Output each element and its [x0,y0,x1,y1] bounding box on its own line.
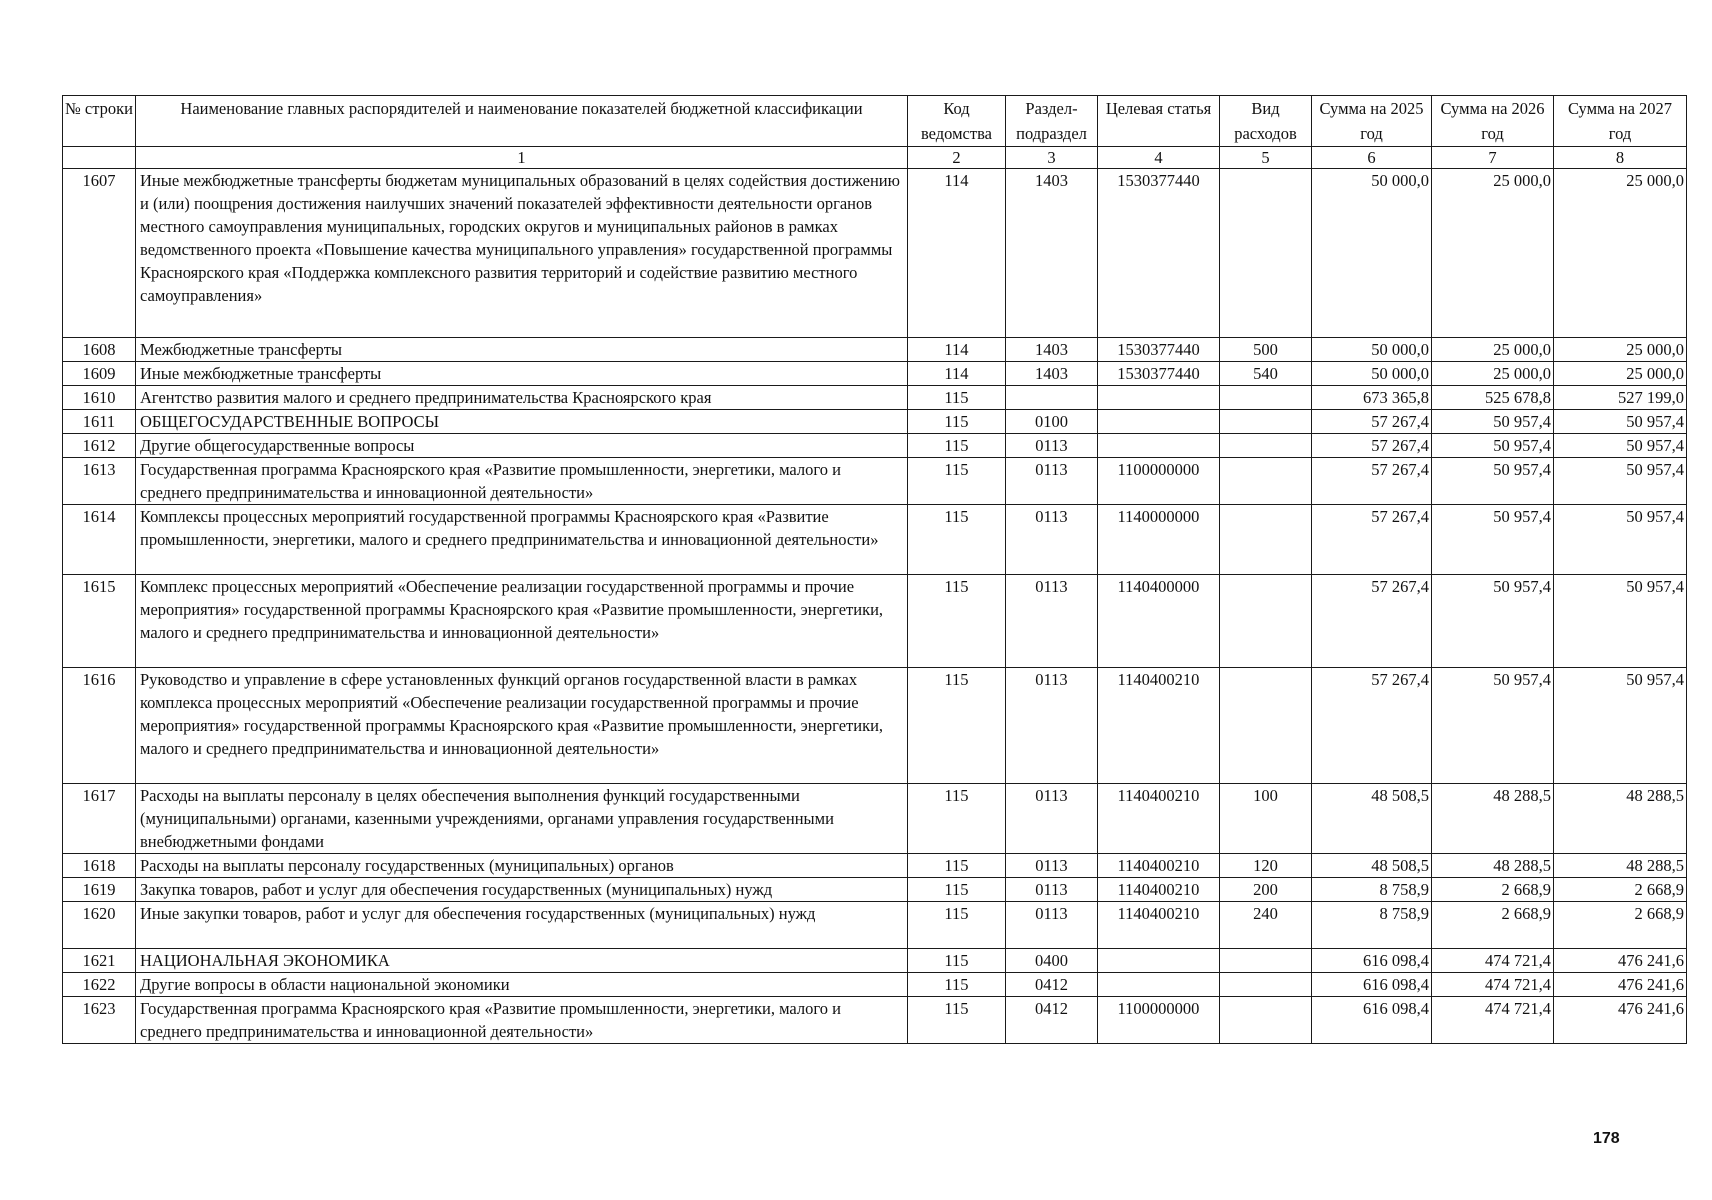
row-target-article: 1140400210 [1098,902,1220,949]
row-sum-2026: 48 288,5 [1432,854,1554,878]
row-target-article [1098,949,1220,973]
budget-table [62,95,1687,1044]
row-dept-code: 115 [908,997,1006,1044]
row-number: 1617 [63,784,136,854]
row-name: ОБЩЕГОСУДАРСТВЕННЫЕ ВОПРОСЫ [136,410,908,434]
row-sum-2027: 476 241,6 [1554,973,1687,997]
row-dept-code: 115 [908,973,1006,997]
row-dept-code: 115 [908,410,1006,434]
row-sum-2027: 50 957,4 [1554,668,1687,784]
row-expense-type: 120 [1220,854,1312,878]
column-number [63,147,136,169]
row-number: 1608 [63,338,136,362]
row-name: Межбюджетные трансферты [136,338,908,362]
table-row [63,575,1687,668]
row-expense-type [1220,169,1312,338]
row-sum-2025: 48 508,5 [1312,854,1432,878]
row-sum-2025: 50 000,0 [1312,169,1432,338]
row-name: Расходы на выплаты персоналу государственных (муниципальных) органов [136,854,908,878]
header-section: Раздел-подраздел [1006,96,1098,147]
row-target-article [1098,973,1220,997]
row-target-article [1098,386,1220,410]
row-name: Расходы на выплаты персоналу в целях обеспечения выполнения функций государственными (муниципальными) органами, казенными учреждениями, органами управления государственными внебюджетными фондами [136,784,908,854]
row-section: 0113 [1006,784,1098,854]
row-number: 1615 [63,575,136,668]
row-number: 1613 [63,458,136,505]
row-sum-2027: 2 668,9 [1554,902,1687,949]
row-sum-2026: 50 957,4 [1432,410,1554,434]
row-dept-code: 115 [908,458,1006,505]
row-sum-2026: 50 957,4 [1432,575,1554,668]
row-sum-2026: 2 668,9 [1432,902,1554,949]
row-target-article: 1140400210 [1098,668,1220,784]
row-name: Руководство и управление в сфере установленных функций органов государственной власти в рамках комплекса процессных мероприятий «Обеспечение реализации государственной программы и прочие мероприятия» государственной программы Красноярского края «Развитие промышленности, энергетики, малого и среднего предпринимательства и инновационной деятельности» [136,668,908,784]
row-number: 1607 [63,169,136,338]
row-sum-2026: 474 721,4 [1432,949,1554,973]
row-dept-code: 115 [908,505,1006,575]
table-row [63,362,1687,386]
row-sum-2025: 8 758,9 [1312,902,1432,949]
row-sum-2027: 476 241,6 [1554,997,1687,1044]
row-name: Иные закупки товаров, работ и услуг для обеспечения государственных (муниципальных) нужд [136,902,908,949]
table-row [63,997,1687,1044]
row-target-article [1098,410,1220,434]
table-row [63,434,1687,458]
row-section: 0113 [1006,458,1098,505]
column-number: 5 [1220,147,1312,169]
row-sum-2027: 2 668,9 [1554,878,1687,902]
row-number: 1621 [63,949,136,973]
row-expense-type [1220,997,1312,1044]
table-row [63,386,1687,410]
row-target-article: 1530377440 [1098,362,1220,386]
row-sum-2027: 50 957,4 [1554,434,1687,458]
row-number: 1609 [63,362,136,386]
row-dept-code: 115 [908,949,1006,973]
row-dept-code: 115 [908,784,1006,854]
row-name: Иные межбюджетные трансферты бюджетам муниципальных образований в целях содействия достижению и (или) поощрения достижения наилучших значений показателей эффективности деятельности органов местного самоуправления муниципальных, городских округов и муниципальных районов в рамках ведомственного проекта «Повышение качества муниципального управления» государственной программы Красноярского края «Поддержка комплексного развития территорий и содействие развитию местного самоуправления» [136,169,908,338]
row-dept-code: 115 [908,902,1006,949]
row-number: 1611 [63,410,136,434]
row-number: 1620 [63,902,136,949]
row-name: Другие вопросы в области национальной экономики [136,973,908,997]
row-sum-2027: 48 288,5 [1554,784,1687,854]
row-sum-2025: 57 267,4 [1312,434,1432,458]
row-name: Иные межбюджетные трансферты [136,362,908,386]
row-expense-type: 100 [1220,784,1312,854]
table-row [63,458,1687,505]
row-target-article: 1140400000 [1098,575,1220,668]
row-sum-2025: 57 267,4 [1312,458,1432,505]
row-expense-type [1220,949,1312,973]
table-row [63,169,1687,338]
row-sum-2027: 50 957,4 [1554,410,1687,434]
column-number: 1 [136,147,908,169]
row-section: 1403 [1006,362,1098,386]
row-name: Государственная программа Красноярского края «Развитие промышленности, энергетики, малого и среднего предпринимательства и инновационной деятельности» [136,458,908,505]
row-sum-2025: 616 098,4 [1312,997,1432,1044]
row-section: 1403 [1006,169,1098,338]
row-target-article: 1530377440 [1098,338,1220,362]
row-expense-type [1220,505,1312,575]
row-expense-type [1220,668,1312,784]
row-target-article: 1140400210 [1098,878,1220,902]
row-sum-2026: 25 000,0 [1432,169,1554,338]
row-section: 0412 [1006,997,1098,1044]
row-name: Государственная программа Красноярского края «Развитие промышленности, энергетики, малого и среднего предпринимательства и инновационной деятельности» [136,997,908,1044]
table-row [63,505,1687,575]
row-dept-code: 115 [908,575,1006,668]
column-number: 8 [1554,147,1687,169]
row-name: Другие общегосударственные вопросы [136,434,908,458]
row-sum-2027: 527 199,0 [1554,386,1687,410]
row-sum-2025: 616 098,4 [1312,949,1432,973]
row-sum-2026: 50 957,4 [1432,434,1554,458]
row-sum-2025: 8 758,9 [1312,878,1432,902]
table-row [63,784,1687,854]
row-section: 1403 [1006,338,1098,362]
header-row-number: № строки [63,96,136,147]
row-name: Агентство развития малого и среднего предпринимательства Красноярского края [136,386,908,410]
row-sum-2026: 25 000,0 [1432,362,1554,386]
column-number: 6 [1312,147,1432,169]
column-number: 2 [908,147,1006,169]
table-row [63,973,1687,997]
column-number: 3 [1006,147,1098,169]
table-header-row [63,96,1687,147]
table-row [63,854,1687,878]
row-number: 1612 [63,434,136,458]
row-sum-2027: 25 000,0 [1554,338,1687,362]
row-number: 1619 [63,878,136,902]
row-name: НАЦИОНАЛЬНАЯ ЭКОНОМИКА [136,949,908,973]
header-target-article: Целевая статья [1098,96,1220,147]
row-dept-code: 115 [908,434,1006,458]
table-row [63,949,1687,973]
row-dept-code: 115 [908,668,1006,784]
row-sum-2025: 48 508,5 [1312,784,1432,854]
row-sum-2025: 57 267,4 [1312,575,1432,668]
header-sum-2025: Сумма на 2025 год [1312,96,1432,147]
row-sum-2026: 474 721,4 [1432,973,1554,997]
row-dept-code: 115 [908,386,1006,410]
row-sum-2025: 673 365,8 [1312,386,1432,410]
row-section: 0113 [1006,434,1098,458]
row-section: 0113 [1006,854,1098,878]
row-number: 1622 [63,973,136,997]
row-name: Комплексы процессных мероприятий государственной программы Красноярского края «Развитие промышленности, энергетики, малого и среднего предпринимательства и инновационной деятельности» [136,505,908,575]
row-section: 0100 [1006,410,1098,434]
row-section: 0113 [1006,878,1098,902]
row-sum-2027: 50 957,4 [1554,458,1687,505]
row-sum-2025: 50 000,0 [1312,362,1432,386]
row-sum-2025: 616 098,4 [1312,973,1432,997]
row-expense-type: 200 [1220,878,1312,902]
table-row [63,878,1687,902]
page-number: 178 [1593,1130,1620,1147]
row-expense-type: 500 [1220,338,1312,362]
row-dept-code: 115 [908,854,1006,878]
row-sum-2027: 48 288,5 [1554,854,1687,878]
table-row [63,902,1687,949]
row-target-article: 1530377440 [1098,169,1220,338]
column-number-row [63,147,1687,169]
header-sum-2026: Сумма на 2026 год [1432,96,1554,147]
row-target-article: 1100000000 [1098,458,1220,505]
header-name: Наименование главных распорядителей и наименование показателей бюджетной классификации [136,96,908,147]
row-expense-type [1220,434,1312,458]
row-sum-2025: 50 000,0 [1312,338,1432,362]
table-row [63,410,1687,434]
row-section [1006,386,1098,410]
row-target-article: 1140000000 [1098,505,1220,575]
header-dept-code: Код ведомства [908,96,1006,147]
table-row [63,668,1687,784]
row-number: 1614 [63,505,136,575]
row-target-article: 1140400210 [1098,784,1220,854]
row-sum-2026: 48 288,5 [1432,784,1554,854]
row-section: 0113 [1006,575,1098,668]
row-target-article [1098,434,1220,458]
row-sum-2027: 25 000,0 [1554,169,1687,338]
row-expense-type [1220,973,1312,997]
row-name: Закупка товаров, работ и услуг для обеспечения государственных (муниципальных) нужд [136,878,908,902]
row-sum-2025: 57 267,4 [1312,410,1432,434]
row-sum-2027: 50 957,4 [1554,505,1687,575]
row-number: 1623 [63,997,136,1044]
row-sum-2026: 50 957,4 [1432,458,1554,505]
row-section: 0113 [1006,505,1098,575]
row-section: 0400 [1006,949,1098,973]
row-expense-type [1220,386,1312,410]
row-sum-2026: 525 678,8 [1432,386,1554,410]
column-number: 4 [1098,147,1220,169]
row-number: 1618 [63,854,136,878]
row-section: 0113 [1006,668,1098,784]
table-row [63,338,1687,362]
row-sum-2025: 57 267,4 [1312,505,1432,575]
row-sum-2027: 50 957,4 [1554,575,1687,668]
row-dept-code: 114 [908,362,1006,386]
row-number: 1610 [63,386,136,410]
header-expense-type: Вид расходов [1220,96,1312,147]
row-sum-2027: 25 000,0 [1554,362,1687,386]
row-sum-2026: 25 000,0 [1432,338,1554,362]
row-dept-code: 114 [908,169,1006,338]
row-expense-type: 540 [1220,362,1312,386]
row-expense-type [1220,458,1312,505]
row-number: 1616 [63,668,136,784]
row-sum-2025: 57 267,4 [1312,668,1432,784]
row-target-article: 1100000000 [1098,997,1220,1044]
row-expense-type [1220,410,1312,434]
row-expense-type [1220,575,1312,668]
row-target-article: 1140400210 [1098,854,1220,878]
column-number: 7 [1432,147,1554,169]
row-sum-2026: 474 721,4 [1432,997,1554,1044]
budget-table-sheet [62,95,1686,1044]
row-dept-code: 114 [908,338,1006,362]
row-sum-2027: 476 241,6 [1554,949,1687,973]
row-sum-2026: 2 668,9 [1432,878,1554,902]
row-sum-2026: 50 957,4 [1432,668,1554,784]
header-sum-2027: Сумма на 2027 год [1554,96,1687,147]
row-expense-type: 240 [1220,902,1312,949]
row-name: Комплекс процессных мероприятий «Обеспечение реализации государственной программы и прочие мероприятия» государственной программы Красноярского края «Развитие промышленности, энергетики, малого и среднего предпринимательства и инновационной деятельности» [136,575,908,668]
row-section: 0412 [1006,973,1098,997]
row-sum-2026: 50 957,4 [1432,505,1554,575]
row-dept-code: 115 [908,878,1006,902]
row-section: 0113 [1006,902,1098,949]
